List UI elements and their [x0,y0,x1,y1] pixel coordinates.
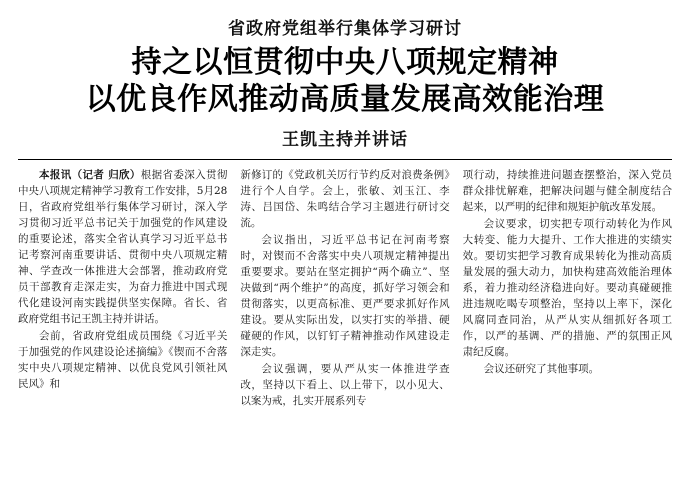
article-body-columns [18,168,672,410]
headline-line-1: 持之以恒贯彻中央八项规定精神 [131,45,559,80]
article-paragraph: 会前，省政府党组成员围绕《习近平关于加强党的作风建设论述摘编》《锲而不舍落实中央八项规定精神、以优良党风引领社风民风》和 [18,329,228,390]
article-shoulder-title: 省政府党组举行集体学习研讨 [228,19,462,39]
article-paragraph: 会议还研究了其他事项。 [483,362,600,375]
article-paragraph: 会议强调，要从严从实一体推进学查改，坚持以下看上、以上带下，以小见大、以案为戒，扎实开展系列专 [240,362,450,407]
article-byline: 本报讯（记者 归欣） [39,169,141,182]
article-column-1 [18,168,227,393]
article-paragraph [18,168,227,328]
article-headline [18,45,672,118]
article-paragraph: 会议指出，习近平总书记在河南考察时，对锲而不舍落实中央八项规定精神提出重要要求。要站在坚定拥护“两个确立”、坚决做到“两个维护”的高度，抓好学习领会和贯彻落实，以更高标准、更严要求抓好作风建设。要从实际出发，以实打实的举措、硬碰硬的作风，以钉钉子精神推动作风建设走深走实。 [240,234,450,358]
article-paragraph: 会议要求，切实把专项行动转化为作风大转变、能力大提升、工作大推进的实绩实效。要切实把学习教育成果转化为推动高质量发展的强大动力，加快构建高效能治理体系，着力推动经济稳进向好。要动真碰硬推进违规吃喝专项整治，坚持以上率下，深化风腐同查同治，从严从实从细抓好各项工作，以严的基调、严的措施、严的氛围正风肃纪反腐。 [462,218,672,358]
article-column-2 [240,168,449,410]
article-paragraph: 项行动，持续推进问题查摆整治，深入党员群众排忧解难，把解决问题与健全制度结合起来，以严明的纪律和规矩护航改革发展。 [462,169,672,214]
article-paragraph: 新修订的《党政机关厉行节约反对浪费条例》进行个人自学。会上，张敏、刘玉江、李涛、吕国岱、朱鸣结合学习主题进行研讨交流。 [240,169,450,230]
headline-line-2: 以优良作风推动高质量发展高效能治理 [85,81,605,117]
article-subhead: 王凯主持并讲话 [282,130,408,151]
header-divider [18,159,672,160]
article-column-3 [463,168,672,378]
article-paragraph-text: 根据省委深入贯彻中央八项规定精神学习教育工作安排，5月28日，省政府党组举行集体学习研讨，深入学习贯彻习近平总书记关于加强党的作风建设的重要论述，落实全省认真学习习近平总书记考察河南重要讲话、贯彻中央八项规定精神、学查改一体推进大会部署，推动政府党员干部教育走深走实，为奋力推进中国式现代化建设河南实践提供坚实保障。省长、省政府党组书记王凯主持并讲话。 [18,169,228,325]
